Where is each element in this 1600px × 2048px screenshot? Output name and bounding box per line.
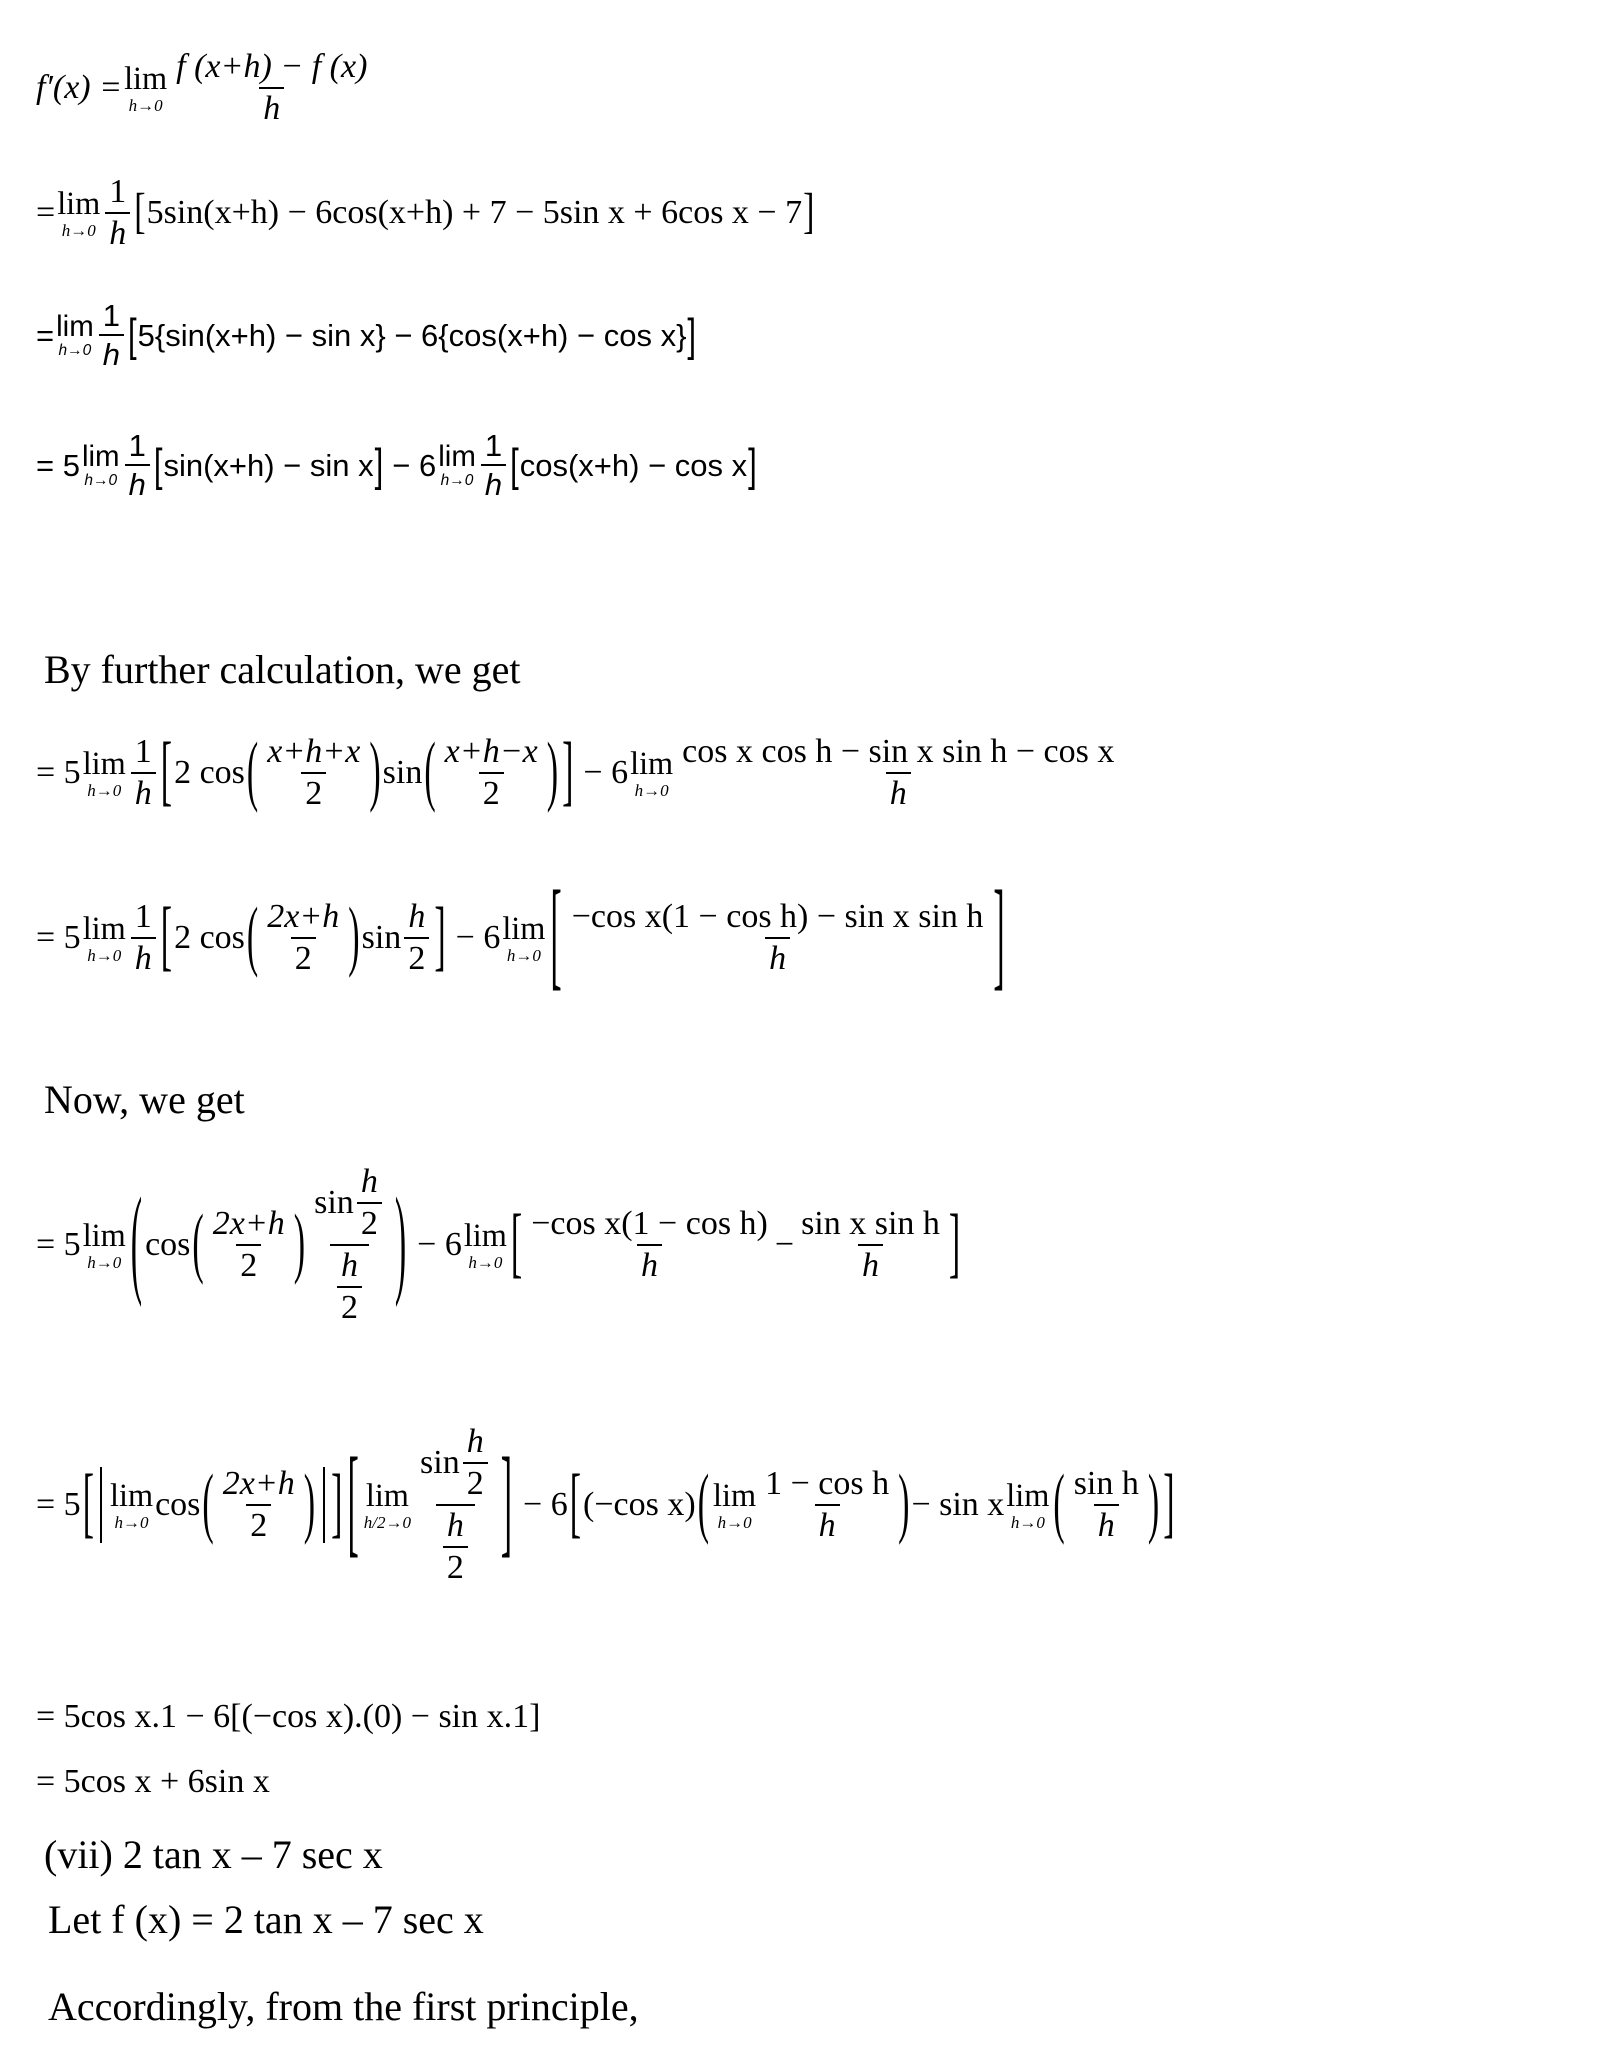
- eq8-half-top-num: h: [466, 1423, 484, 1460]
- eq5-limit: [83, 747, 126, 798]
- eq8-negcos: (−cos x): [583, 1486, 696, 1523]
- eq4-lim-word-b: lim: [438, 439, 476, 473]
- eq5-lead: = 5: [36, 754, 81, 791]
- eq6-fraction: [131, 900, 156, 976]
- eq6-arg2-num: h: [408, 898, 426, 935]
- eq3-lim-sub: h→0: [58, 341, 92, 359]
- equation-1: [36, 50, 374, 126]
- eq4-lead: = 5: [36, 447, 80, 483]
- eq8-fraction-1: [761, 1467, 893, 1543]
- eq6-arg2: [404, 900, 429, 976]
- eq8-lim-word-4: lim: [1006, 1477, 1050, 1514]
- eq4-lim-sub-b: h→0: [440, 471, 474, 489]
- eq8-frac2-den: h: [1094, 1504, 1119, 1543]
- eq7-lim-sub-b: h→0: [468, 1252, 503, 1272]
- eq8-half-bottom-den: 2: [443, 1546, 468, 1585]
- eq8-lim2-sub: h/2→0: [363, 1512, 412, 1532]
- eq3-numerator: 1: [102, 298, 120, 333]
- eq3-denominator: h: [99, 334, 124, 370]
- prose-let-f: Let f (x) = 2 tan x – 7 sec x: [48, 1897, 484, 1942]
- eq7-arg1-den: 2: [236, 1244, 261, 1283]
- eq4-body-a: sin(x+h) − sin x: [163, 447, 374, 483]
- equation-4: = 5 lim h→0 $\frac{1}{h}$ [ sin(x+h) − sin x ] − 6 lim h→0 $\frac{1}{h}$ [ cos(x+h) − cos x ]: [36, 428, 757, 502]
- eq4-denominator: h: [125, 464, 150, 500]
- eq4-numerator: 1: [128, 428, 146, 463]
- eq7-frac1-num: −cos x(1 − cos h): [531, 1205, 768, 1242]
- eq5-frac-den: h: [886, 772, 911, 811]
- eq2-limit: [57, 187, 100, 238]
- eq1-lim-word: lim: [124, 60, 168, 97]
- eq7-lim-sub: h→0: [87, 1252, 122, 1272]
- equation-8: = 5 [ lim h→0 cos ( $\frac{2x+h}{2}$ ) ] [ lim h/2→0 sin $\frac{h}{2}$ $\frac{h}{2}$ ] − 6 [ (−cos x) ( lim h→0 $\frac{\text{1 − cos h}}{h}$ ) − sin x lim h→0 ( $\frac{\text{sin h}}{h}$ ) ]: [36, 1423, 1175, 1586]
- eq6-cos: 2 cos: [174, 919, 245, 956]
- eq5-mid: − 6: [583, 754, 629, 791]
- eq5-fraction: [131, 735, 156, 811]
- eq5-arg1-num: x+h+x: [267, 733, 361, 770]
- eq8-sin-ratio: [416, 1425, 495, 1585]
- eq8-mid2: − sin x: [911, 1486, 1005, 1523]
- eq3-lim-word: lim: [56, 309, 94, 343]
- eq4-body-b: cos(x+h) − cos x: [519, 447, 748, 483]
- eq4-fraction-a: [125, 430, 150, 500]
- eq8-lead: = 5: [36, 1486, 81, 1523]
- eq8-half-bottom: [443, 1509, 468, 1585]
- eq4-lim-word: lim: [81, 439, 120, 473]
- eq8-cos-limit-box: lim h→0 cos ( $\frac{2x+h}{2}$ ): [100, 1467, 325, 1543]
- eq6-arg2-den: 2: [404, 937, 429, 976]
- eq6-frac-den: h: [765, 937, 790, 976]
- eq8-arg1-den: 2: [246, 1504, 271, 1543]
- eq7-cos: cos: [145, 1226, 191, 1263]
- prose-now-we-get: Now, we get: [44, 1077, 245, 1122]
- equation-5: = 5 lim h→0 $\frac{1}{h}$ [ 2 cos ( $\frac{x+h+x}{2}$ ) sin ( $\frac{x+h-x}{2}$ ) ] − 6 lim h→0 $\frac{\text{cos x cos h − sin x sin h − cos x}}{h}$: [36, 735, 1121, 811]
- eq8-arg1-num: 2x+h: [222, 1465, 295, 1502]
- eq6-limit-b: [502, 912, 545, 963]
- eq4-numerator-b: 1: [484, 428, 503, 463]
- eq8-lim-word-2: lim: [365, 1477, 409, 1514]
- eq7-sin-ratio: [310, 1165, 389, 1325]
- eq7-mid: − 6: [417, 1226, 462, 1263]
- eq8-lim-word-3: lim: [713, 1477, 757, 1514]
- eq8-fraction-2: [1070, 1467, 1143, 1543]
- eq2-lim-sub: h→0: [61, 220, 96, 240]
- eq1-fraction: [172, 50, 371, 126]
- eq4-mid: − 6: [392, 447, 437, 483]
- eq2-body: 5sin(x+h) − 6cos(x+h) + 7 − 5sin x + 6cos x − 7: [146, 194, 803, 231]
- eq8-lim3-sub: h→0: [717, 1512, 752, 1532]
- eq7-lim-word: lim: [82, 1217, 126, 1254]
- eq8-lim-sub: h→0: [114, 1512, 149, 1532]
- section-heading-vii: (vii) 2 tan x – 7 sec x: [44, 1832, 383, 1877]
- eq7-half-top-num: h: [360, 1163, 378, 1200]
- eq5-lim-word-b: lim: [630, 745, 674, 782]
- eq8-limit-3: [713, 1479, 756, 1530]
- eq7-half-bottom-den: 2: [337, 1286, 362, 1325]
- eq7-fraction-1: [527, 1207, 772, 1283]
- eq1-denominator: h: [259, 87, 284, 126]
- eq8-mid: − 6: [523, 1486, 568, 1523]
- eq7-half-top: [357, 1165, 382, 1241]
- eq5-arg2: [441, 735, 542, 811]
- eq7-limit-b: [464, 1219, 507, 1270]
- eq4-fraction-b: [481, 430, 506, 500]
- eq3-limit: [56, 309, 94, 359]
- eq6-frac-num: −cos x(1 − cos h) − sin x sin h: [571, 898, 984, 935]
- eq4-denominator-b: h: [481, 464, 506, 500]
- eq8-limit-2: [364, 1479, 411, 1530]
- eq5-denominator: h: [131, 772, 156, 811]
- eq5-lim-word: lim: [82, 745, 126, 782]
- eq7-fraction-2: [797, 1207, 944, 1283]
- eq7-frac2-den: h: [858, 1244, 883, 1283]
- eq5-fraction-b: [678, 735, 1118, 811]
- eq5-sin: sin: [382, 754, 423, 791]
- equation-2: = lim h→0 $\frac{1}{h}$ [ 5sin(x+h) − 6cos(x+h) + 7 − 5sin x + 6cos x − 7 ]: [36, 173, 815, 252]
- eq6-lead: = 5: [36, 919, 81, 956]
- eq6-fraction-b: [568, 900, 988, 976]
- eq5-lim-sub-b: h→0: [634, 780, 669, 800]
- eq2-lead: =: [36, 194, 56, 231]
- eq6-numerator: 1: [134, 898, 152, 935]
- eq4-limit-b: [438, 439, 476, 489]
- eq6-arg1-den: 2: [291, 937, 316, 976]
- equation-6: = 5 lim h→0 $\frac{1}{h}$ [ 2 cos ( $\frac{2x+h}{2}$ ) sin $\frac{h}{2}$ ] − 6 lim h→0 [ $\frac{\text{−cos x(1 − cos h) − sin x sin h}}{h}$ ]: [36, 869, 1005, 1003]
- eq6-sin: sin: [361, 919, 402, 956]
- eq6-lim-word: lim: [82, 910, 126, 947]
- eq6-lim-sub-b: h→0: [506, 945, 541, 965]
- eq1-lim-sub: h→0: [128, 95, 163, 115]
- eq6-lim-sub: h→0: [87, 945, 122, 965]
- eq7-arg1-num: 2x+h: [212, 1205, 285, 1242]
- eq7-arg1: [209, 1207, 289, 1283]
- eq5-limit-b: [630, 747, 673, 798]
- eq7-limit: [83, 1219, 126, 1270]
- eq1-lhs: f′(x) =: [36, 69, 123, 106]
- eq7-frac2-num: sin x sin h: [801, 1205, 940, 1242]
- eq3-fraction: [99, 300, 124, 370]
- eq8-cos: cos: [155, 1486, 201, 1523]
- eq7-sin: sin: [314, 1184, 354, 1221]
- eq6-lim-word-b: lim: [502, 910, 546, 947]
- eq6-arg1-num: 2x+h: [267, 898, 340, 935]
- eq8-lim4-sub: h→0: [1010, 1512, 1045, 1532]
- prose-first-principle: Accordingly, from the first principle,: [48, 1984, 639, 2029]
- eq5-arg2-num: x+h−x: [444, 733, 538, 770]
- eq3-body: 5{sin(x+h) − sin x} − 6{cos(x+h) − cos x}: [137, 317, 687, 353]
- eq6-limit: [83, 912, 126, 963]
- eq7-half-top-den: 2: [357, 1202, 382, 1241]
- eq2-denominator: h: [105, 212, 130, 251]
- eq7-lim-word-b: lim: [463, 1217, 507, 1254]
- eq8-limit: [110, 1479, 153, 1530]
- eq8-frac1-den: h: [815, 1504, 840, 1543]
- eq8-arg1: [219, 1467, 299, 1543]
- equation-7: = 5 lim h→0 ( cos ( $\frac{2x+h}{2}$ ) sin $\frac{h}{2}$ $\frac{h}{2}$ ) − 6 lim h→0 [ $\frac{\text{−cos x(1 − cos h)}}{h}$ − $\frac{\text{sin x sin h}}{h}$ ]: [36, 1163, 961, 1326]
- eq2-lim-word: lim: [57, 185, 101, 222]
- eq6-arg1: [263, 900, 343, 976]
- eq1-numerator: f (x+h) − f (x): [176, 48, 368, 85]
- eq6-mid: − 6: [455, 919, 501, 956]
- eq8-frac2-num: sin h: [1073, 1465, 1139, 1502]
- eq4-lim-sub: h→0: [84, 471, 118, 489]
- eq7-frac1-den: h: [637, 1244, 662, 1283]
- eq5-numerator: 1: [134, 733, 152, 770]
- prose-further-calculation: By further calculation, we get: [44, 647, 521, 692]
- eq8-sin: sin: [420, 1444, 460, 1481]
- equation-3: = lim h→0 $\frac{1}{h}$ [ 5{sin(x+h) − sin x} − 6{cos(x+h) − cos x} ]: [36, 298, 697, 372]
- eq3-lead: =: [36, 317, 55, 353]
- eq2-fraction: [105, 175, 130, 251]
- eq7-half-bottom: [337, 1249, 362, 1325]
- eq7-minus: −: [774, 1226, 795, 1263]
- eq8-half-top-den: 2: [463, 1462, 488, 1501]
- eq5-cos: 2 cos: [174, 754, 245, 791]
- eq8-limit-4: [1006, 1479, 1049, 1530]
- eq6-denominator: h: [131, 937, 156, 976]
- eq8-half-top: [463, 1425, 488, 1501]
- eq5-arg1: [263, 735, 364, 811]
- eq1-limit: [124, 62, 167, 113]
- eq8-lim-word: lim: [110, 1477, 154, 1514]
- equation-9: = 5cos x.1 − 6[(−cos x).(0) − sin x.1]: [36, 1698, 541, 1735]
- eq5-frac-num: cos x cos h − sin x sin h − cos x: [682, 733, 1115, 770]
- eq2-numerator: 1: [109, 173, 127, 210]
- eq4-limit-a: [81, 439, 120, 489]
- eq8-frac1-num: 1 − cos h: [765, 1465, 890, 1502]
- eq7-half-bottom-num: h: [340, 1247, 358, 1284]
- eq7-lead: = 5: [36, 1226, 81, 1263]
- eq5-arg2-den: 2: [479, 772, 504, 811]
- eq5-arg1-den: 2: [301, 772, 326, 811]
- eq8-half-bottom-num: h: [446, 1507, 464, 1544]
- equation-10: = 5cos x + 6sin x: [36, 1763, 270, 1800]
- eq5-lim-sub: h→0: [87, 780, 122, 800]
